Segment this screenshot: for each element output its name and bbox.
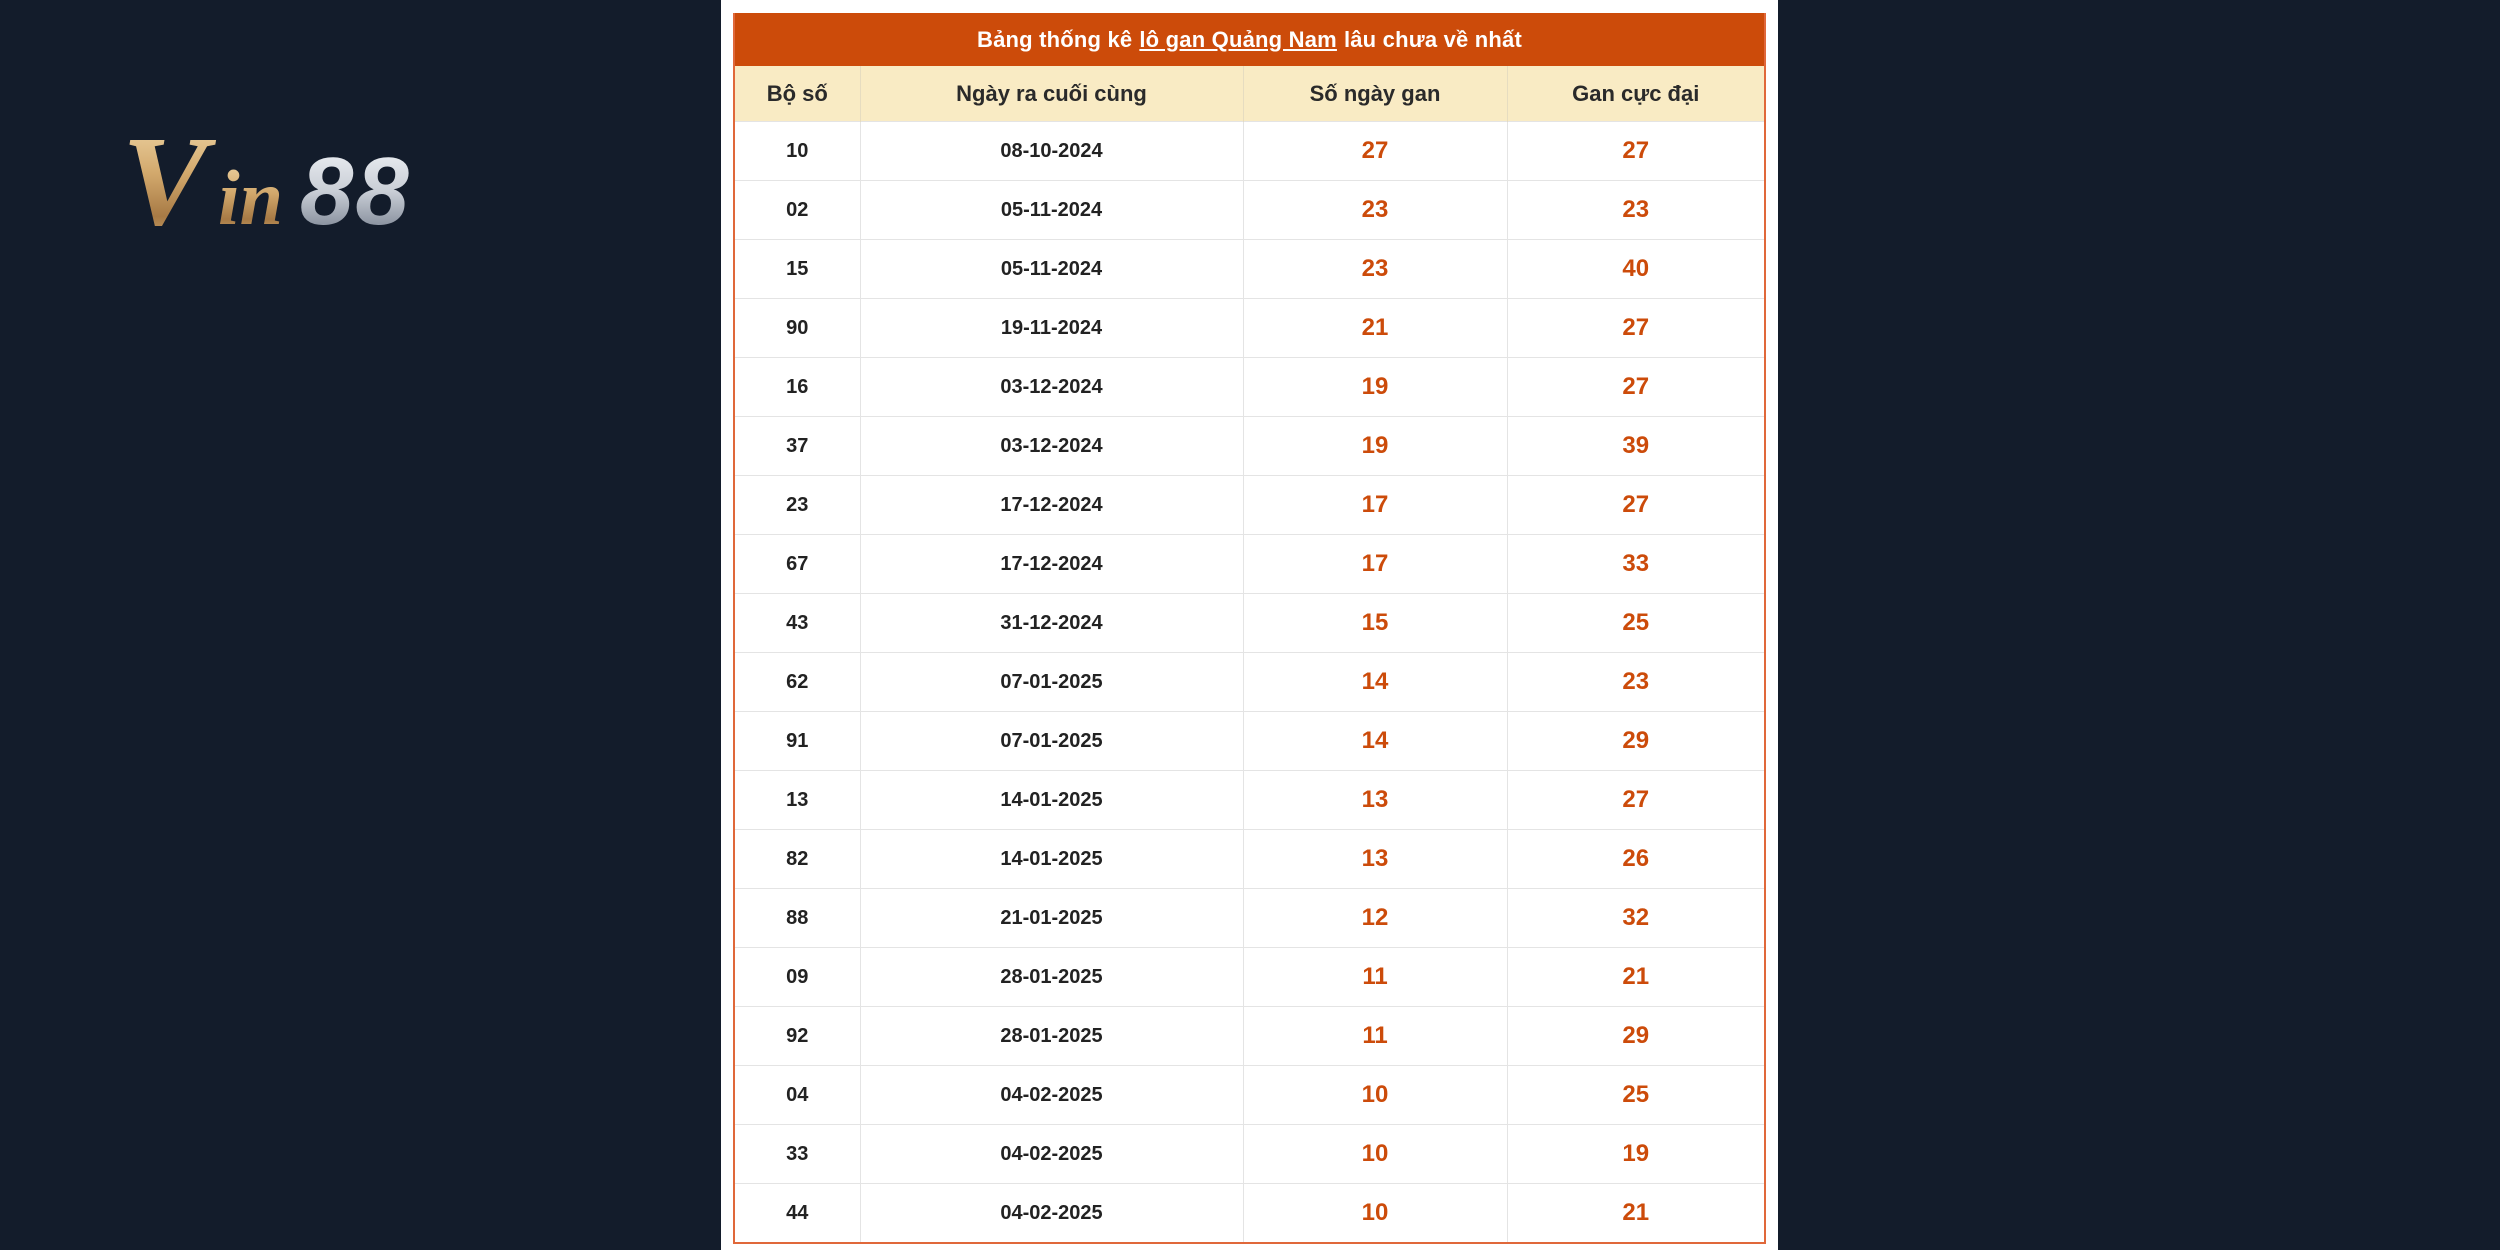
- number-cell: 04: [735, 1066, 860, 1125]
- max-gan-cell: 39: [1507, 417, 1764, 476]
- days-cell: 11: [1243, 948, 1507, 1007]
- date-cell: 28-01-2025: [860, 1007, 1243, 1066]
- table-row: [735, 1066, 1764, 1125]
- max-gan-cell: 27: [1507, 299, 1764, 358]
- date-cell: 07-01-2025: [860, 653, 1243, 712]
- number-cell: 13: [735, 771, 860, 830]
- table-row: [735, 653, 1764, 712]
- days-cell: 23: [1243, 181, 1507, 240]
- number-cell: 82: [735, 830, 860, 889]
- date-cell: 07-01-2025: [860, 712, 1243, 771]
- number-cell: 02: [735, 181, 860, 240]
- table-row: [735, 830, 1764, 889]
- date-cell: 14-01-2025: [860, 830, 1243, 889]
- table-row: [735, 122, 1764, 181]
- days-cell: 23: [1243, 240, 1507, 299]
- date-cell: 04-02-2025: [860, 1125, 1243, 1184]
- date-cell: 04-02-2025: [860, 1184, 1243, 1243]
- table-row: [735, 299, 1764, 358]
- max-gan-cell: 29: [1507, 712, 1764, 771]
- table-row: [735, 1184, 1764, 1243]
- date-cell: 05-11-2024: [860, 181, 1243, 240]
- date-cell: 05-11-2024: [860, 240, 1243, 299]
- days-cell: 11: [1243, 1007, 1507, 1066]
- table-row: [735, 594, 1764, 653]
- logo-letters-in: in: [218, 154, 284, 241]
- max-gan-cell: 23: [1507, 653, 1764, 712]
- header-ngay-ra-cuoi-cung: Ngày ra cuối cùng: [860, 66, 1243, 122]
- vin88-logo-graphic: [118, 112, 488, 242]
- header-so-ngay-gan: Số ngày gan: [1243, 66, 1507, 122]
- date-cell: 03-12-2024: [860, 417, 1243, 476]
- table-title: [735, 13, 1764, 66]
- max-gan-cell: 27: [1507, 358, 1764, 417]
- table-title-prefix: Bảng thống kê: [976, 26, 1133, 52]
- number-cell: 10: [735, 122, 860, 181]
- table-row: [735, 712, 1764, 771]
- max-gan-cell: 21: [1507, 948, 1764, 1007]
- lo-gan-table: [733, 13, 1766, 1244]
- table-row: [735, 771, 1764, 830]
- max-gan-cell: 27: [1507, 122, 1764, 181]
- table-row: [735, 240, 1764, 299]
- date-cell: 17-12-2024: [860, 535, 1243, 594]
- max-gan-cell: 25: [1507, 594, 1764, 653]
- logo-number-88: 88: [300, 138, 411, 242]
- max-gan-cell: 19: [1507, 1125, 1764, 1184]
- table-header-row: [735, 66, 1764, 122]
- max-gan-cell: 21: [1507, 1184, 1764, 1243]
- number-cell: 91: [735, 712, 860, 771]
- date-cell: 14-01-2025: [860, 771, 1243, 830]
- table-title-suffix: lâu chưa về nhất: [1343, 26, 1523, 52]
- days-cell: 10: [1243, 1184, 1507, 1243]
- content-panel: [721, 0, 1778, 1250]
- number-cell: 62: [735, 653, 860, 712]
- header-bo-so: Bộ số: [735, 66, 860, 122]
- table-title-link[interactable]: lô gan Quảng Nam: [1139, 26, 1337, 52]
- max-gan-cell: 23: [1507, 181, 1764, 240]
- table-row: [735, 889, 1764, 948]
- number-cell: 16: [735, 358, 860, 417]
- number-cell: 90: [735, 299, 860, 358]
- days-cell: 10: [1243, 1125, 1507, 1184]
- max-gan-cell: 25: [1507, 1066, 1764, 1125]
- number-cell: 67: [735, 535, 860, 594]
- number-cell: 37: [735, 417, 860, 476]
- number-cell: 33: [735, 1125, 860, 1184]
- days-cell: 10: [1243, 1066, 1507, 1125]
- table-row: [735, 476, 1764, 535]
- date-cell: 19-11-2024: [860, 299, 1243, 358]
- number-cell: 43: [735, 594, 860, 653]
- days-cell: 13: [1243, 771, 1507, 830]
- days-cell: 14: [1243, 712, 1507, 771]
- stats-table: [735, 66, 1764, 1242]
- logo-letter-v: V: [122, 112, 208, 242]
- number-cell: 44: [735, 1184, 860, 1243]
- date-cell: 21-01-2025: [860, 889, 1243, 948]
- vin88-logo: [118, 112, 488, 242]
- table-body: [735, 122, 1764, 1243]
- days-cell: 19: [1243, 358, 1507, 417]
- number-cell: 88: [735, 889, 860, 948]
- number-cell: 09: [735, 948, 860, 1007]
- number-cell: 15: [735, 240, 860, 299]
- header-gan-cuc-dai: Gan cực đại: [1507, 66, 1764, 122]
- max-gan-cell: 27: [1507, 771, 1764, 830]
- date-cell: 08-10-2024: [860, 122, 1243, 181]
- max-gan-cell: 26: [1507, 830, 1764, 889]
- days-cell: 15: [1243, 594, 1507, 653]
- days-cell: 13: [1243, 830, 1507, 889]
- table-row: [735, 1125, 1764, 1184]
- days-cell: 27: [1243, 122, 1507, 181]
- max-gan-cell: 29: [1507, 1007, 1764, 1066]
- days-cell: 12: [1243, 889, 1507, 948]
- days-cell: 19: [1243, 417, 1507, 476]
- max-gan-cell: 33: [1507, 535, 1764, 594]
- table-row: [735, 417, 1764, 476]
- days-cell: 14: [1243, 653, 1507, 712]
- number-cell: 92: [735, 1007, 860, 1066]
- number-cell: 23: [735, 476, 860, 535]
- table-row: [735, 535, 1764, 594]
- table-row: [735, 358, 1764, 417]
- max-gan-cell: 27: [1507, 476, 1764, 535]
- date-cell: 17-12-2024: [860, 476, 1243, 535]
- date-cell: 04-02-2025: [860, 1066, 1243, 1125]
- days-cell: 17: [1243, 535, 1507, 594]
- date-cell: 28-01-2025: [860, 948, 1243, 1007]
- days-cell: 17: [1243, 476, 1507, 535]
- days-cell: 21: [1243, 299, 1507, 358]
- table-row: [735, 181, 1764, 240]
- max-gan-cell: 40: [1507, 240, 1764, 299]
- date-cell: 03-12-2024: [860, 358, 1243, 417]
- table-row: [735, 1007, 1764, 1066]
- date-cell: 31-12-2024: [860, 594, 1243, 653]
- table-row: [735, 948, 1764, 1007]
- max-gan-cell: 32: [1507, 889, 1764, 948]
